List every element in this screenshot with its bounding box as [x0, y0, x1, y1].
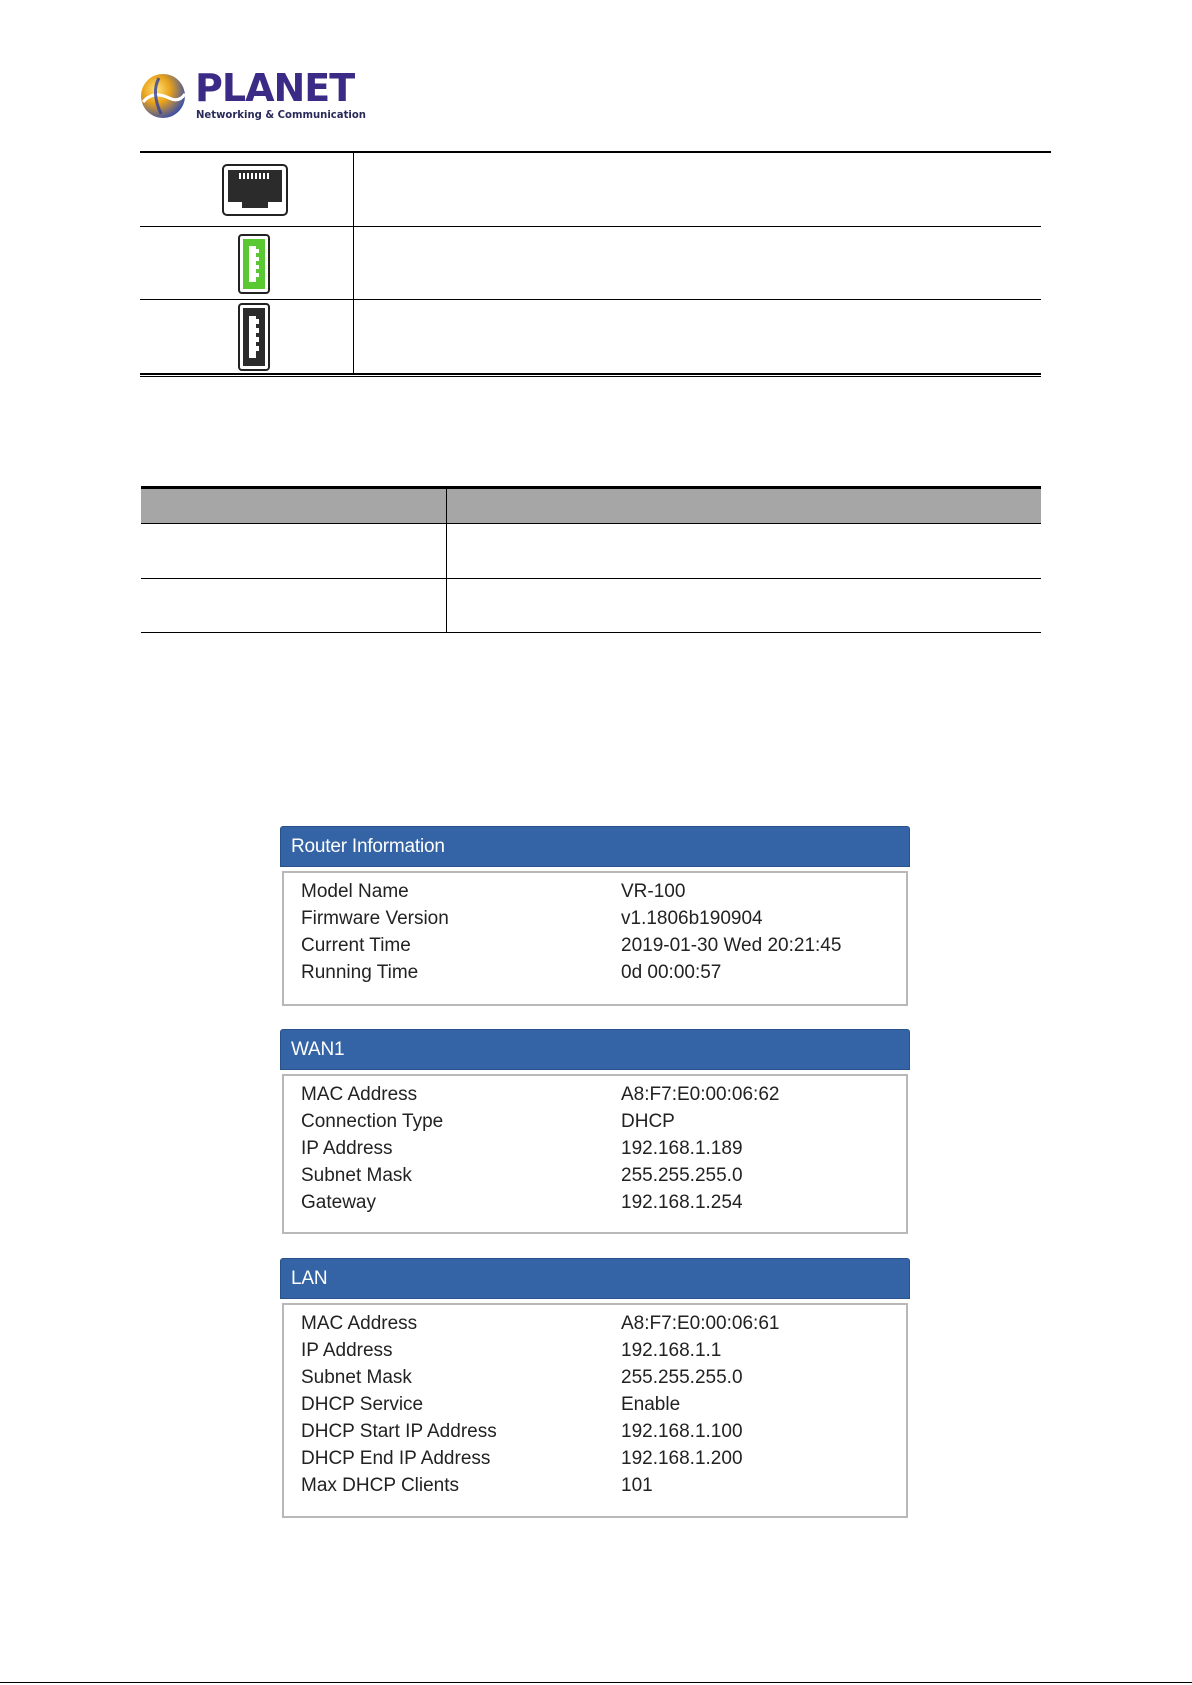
table-cell [140, 300, 353, 373]
info-row [301, 1448, 901, 1475]
info-label: DHCP Service [301, 1394, 424, 1415]
info-value: v1.1806b190904 [621, 908, 763, 929]
info-row [301, 1165, 901, 1192]
info-row [301, 935, 901, 962]
table-bottom-rule [140, 373, 1041, 377]
panel-body [282, 871, 908, 1006]
info-label: Model Name [301, 881, 409, 902]
info-row [301, 1313, 901, 1340]
panel-header [280, 1258, 910, 1299]
info-value: 192.168.1.100 [621, 1421, 743, 1442]
info-label: Current Time [301, 935, 411, 956]
table-row [140, 153, 1041, 227]
info-value: 255.255.255.0 [621, 1165, 743, 1186]
info-label: Gateway [301, 1192, 376, 1213]
info-label: Running Time [301, 962, 419, 983]
info-value: 101 [621, 1475, 653, 1496]
info-value: A8:F7:E0:00:06:61 [621, 1313, 780, 1334]
page-footer-rule [0, 1682, 1192, 1683]
info-label: IP Address [301, 1340, 393, 1361]
table-row [141, 632, 1041, 633]
panel-body [282, 1303, 908, 1518]
table-row [140, 227, 1041, 300]
info-label: Max DHCP Clients [301, 1475, 460, 1496]
info-label: MAC Address [301, 1084, 418, 1105]
info-row [301, 962, 901, 989]
router-information-panel [280, 826, 910, 1006]
info-row [301, 1192, 901, 1219]
info-value: 192.168.1.200 [621, 1448, 743, 1469]
info-label: Firmware Version [301, 908, 449, 929]
panel-header [280, 826, 910, 867]
info-value: 0d 00:00:57 [621, 962, 722, 983]
ethernet-port-icon [222, 164, 288, 216]
table-row [140, 300, 1041, 373]
info-value: Enable [621, 1394, 681, 1415]
table-header [141, 489, 1041, 524]
info-label: DHCP End IP Address [301, 1448, 491, 1469]
table-row [141, 578, 1041, 579]
info-value: DHCP [621, 1111, 675, 1132]
info-label: Subnet Mask [301, 1367, 412, 1388]
info-value: 192.168.1.254 [621, 1192, 743, 1213]
table-cell [140, 153, 353, 227]
info-row [301, 881, 901, 908]
info-row [301, 1111, 901, 1138]
info-row [301, 1340, 901, 1367]
logo-tagline: Networking & Communication [196, 109, 366, 121]
info-label: DHCP Start IP Address [301, 1421, 497, 1442]
info-value: VR-100 [621, 881, 686, 902]
wan1-panel [280, 1029, 910, 1234]
info-label: MAC Address [301, 1313, 418, 1334]
table-cell [140, 227, 353, 300]
info-value: 192.168.1.189 [621, 1138, 743, 1159]
planet-logo [139, 66, 366, 126]
info-row [301, 1394, 901, 1421]
info-label: Subnet Mask [301, 1165, 412, 1186]
info-value: 2019-01-30 Wed 20:21:45 [621, 935, 842, 956]
planet-globe-icon [139, 72, 187, 120]
info-label: IP Address [301, 1138, 393, 1159]
panel-header [280, 1029, 910, 1070]
logo-wordmark: PLANET [195, 66, 355, 110]
info-row [301, 1138, 901, 1165]
usb-port-green-icon [238, 234, 270, 294]
lan-panel [280, 1258, 910, 1518]
usb-port-black-icon [238, 303, 270, 371]
info-value: 255.255.255.0 [621, 1367, 743, 1388]
info-row [301, 1475, 901, 1502]
panel-title: WAN1 [291, 1039, 345, 1060]
info-row [301, 1421, 901, 1448]
info-row [301, 1367, 901, 1394]
panel-body [282, 1074, 908, 1234]
info-value: A8:F7:E0:00:06:62 [621, 1084, 780, 1105]
info-row [301, 908, 901, 935]
info-row [301, 1084, 901, 1111]
panel-title: Router Information [291, 836, 445, 857]
panel-title: LAN [291, 1268, 328, 1289]
info-value: 192.168.1.1 [621, 1340, 722, 1361]
info-label: Connection Type [301, 1111, 444, 1132]
